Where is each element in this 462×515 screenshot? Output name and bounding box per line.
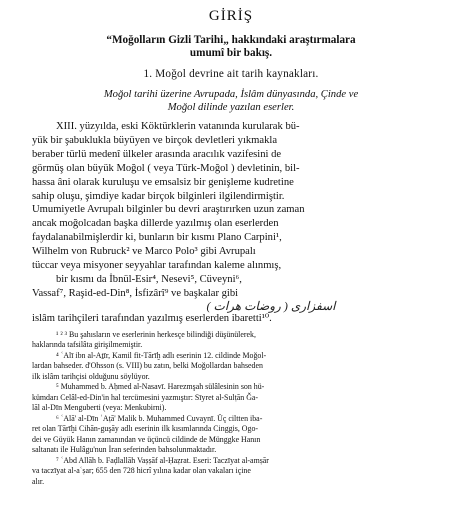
page-title: GİRİŞ xyxy=(208,8,254,24)
body-line: islâm tarihçileri tarafından yazılmış eserlerden ibaretti¹⁰. xyxy=(32,312,272,324)
footnote-line: alır. xyxy=(32,476,45,486)
footnote-line: ⁶ ʿAlā' al-Dīn ʿAṭā' Malik b. Muhammed Cuvaynī. Üç ciltten iba- xyxy=(56,413,263,423)
footnote-line: ⁵ Muhammed b. Aḥmed al-Nasavī. Harezmşah sülâlesinin son hü- xyxy=(56,382,265,392)
body-line: hassa âni olarak kuruluşu ve emsalsiz bir genişleme kudretine xyxy=(32,176,294,188)
footnote-line: lāl al-Dīn Menguberti (veya: Menkubirni). xyxy=(32,403,167,413)
body-line: XIII. yüzyılda, eski Köktürklerin vatanında kurularak bü- xyxy=(56,121,300,132)
italic-subheading xyxy=(32,88,430,114)
footnote-line: ret olan Tārīḫi Cihān-guşāy adlı eserinin ilk kısımlarında Cinggis, Ogo- xyxy=(32,424,259,434)
body-line: Vassaf⁷, Raşid-ed-Din⁸, İsfizârî⁹ ve başkalar gibi xyxy=(32,287,239,299)
body-line: Wilhelm von Rubruck² ve Marco Polo³ gibi Avrupalı xyxy=(32,246,256,258)
body-line: bir kısmı da İbnül-Esir⁴, Nesevi⁵, Cüveyni⁶, xyxy=(56,273,242,285)
italic-line: Moğol dilinde yazılan eserler. xyxy=(167,102,295,113)
section-heading: 1. Moğol devrine ait tarih kaynakları. xyxy=(143,68,319,80)
body-line: sahip oluşu, şimdiye kadar birçok bilginleri ilgilendirmiştir. xyxy=(32,190,285,202)
footnote-line: va taczīyat al-aʿṣar; 655 den 728 hicrî yılına kadar olan vakaları içine xyxy=(32,466,251,476)
body-line: Umumiyetle Avrupalı bilginler bu devri araştırırken uzun zaman xyxy=(32,204,305,216)
footnote-line: ¹ ² ³ Bu şahısların ve eserlerinin herkesçe bilindiği düşünülerek, xyxy=(56,329,256,339)
body-line: yük bir şabuklukla büyüyen ve birçok devletleri yıkmakla xyxy=(32,134,278,146)
italic-line: Moğol tarihi üzerine Avrupada, İslâm dünyasında, Çinde ve xyxy=(103,89,359,100)
footnote-line: saltanatı ile Hulâgu'nun İran seferinden bahsolunmaktadır. xyxy=(32,445,217,455)
footnote-line: haklarında tafsilâta girişilmemiştir. xyxy=(32,340,143,350)
footnote-line: dei ve Güyük Hanın zamanından ve üçüncü cildinde de Münggke Hanın xyxy=(32,434,261,444)
subtitle-line: umumî bir bakış. xyxy=(189,47,273,59)
body-line: ancak moğolcadan başka dillerde yazılmış olan eserlerden xyxy=(32,218,279,230)
subtitle-line: “Moğolların Gizli Tarihi„ hakkındaki araştırmalara xyxy=(106,34,356,46)
footnote-line: lardan bahseder. d'Ohsson (s. VIII) bu zatın, belki Moğollardan bahseden xyxy=(32,361,263,371)
body-line: tüccar veya misyoner seyyahlar tarafından kaleme alınmış, xyxy=(32,260,282,272)
subtitle xyxy=(32,34,430,60)
body-line: görmüş olan büyük Moğol ( veya Türk-Moğol ) devletinin, bil- xyxy=(32,162,300,174)
footnote-line: ⁷ ʿAbd Allāh b. Faḍlallāh Vaṣṣāf al-Ḥaẓrat. Eseri: Taczīyat al-amṣār xyxy=(56,455,269,465)
body-line: beraber türlü medenî ülkeler arasında aracılık vazifesini de xyxy=(32,148,282,160)
handwritten-annotation: اسفزاری ( روضات هرات ) xyxy=(206,298,336,313)
footnote-line: ilk islâm tarihçisi olduğunu söylüyor. xyxy=(32,371,150,381)
body-line: faydalanabilmişlerdir ki, bunların bir kısmı Plano Carpini¹, xyxy=(32,232,282,244)
footnote-line: ⁴ ʿAlī ibn al-Aṯīr, Kamil fit-Tārīḫ adlı eserinin 12. cildinde Moğol- xyxy=(56,350,267,360)
footnote-line: kümdarı Celâl-ed-Din'in hal tercümesini yazmıştır: Sīyret al-Sulṭān Ǧa- xyxy=(32,392,259,402)
body-paragraph xyxy=(32,120,430,326)
footnotes xyxy=(32,330,430,488)
